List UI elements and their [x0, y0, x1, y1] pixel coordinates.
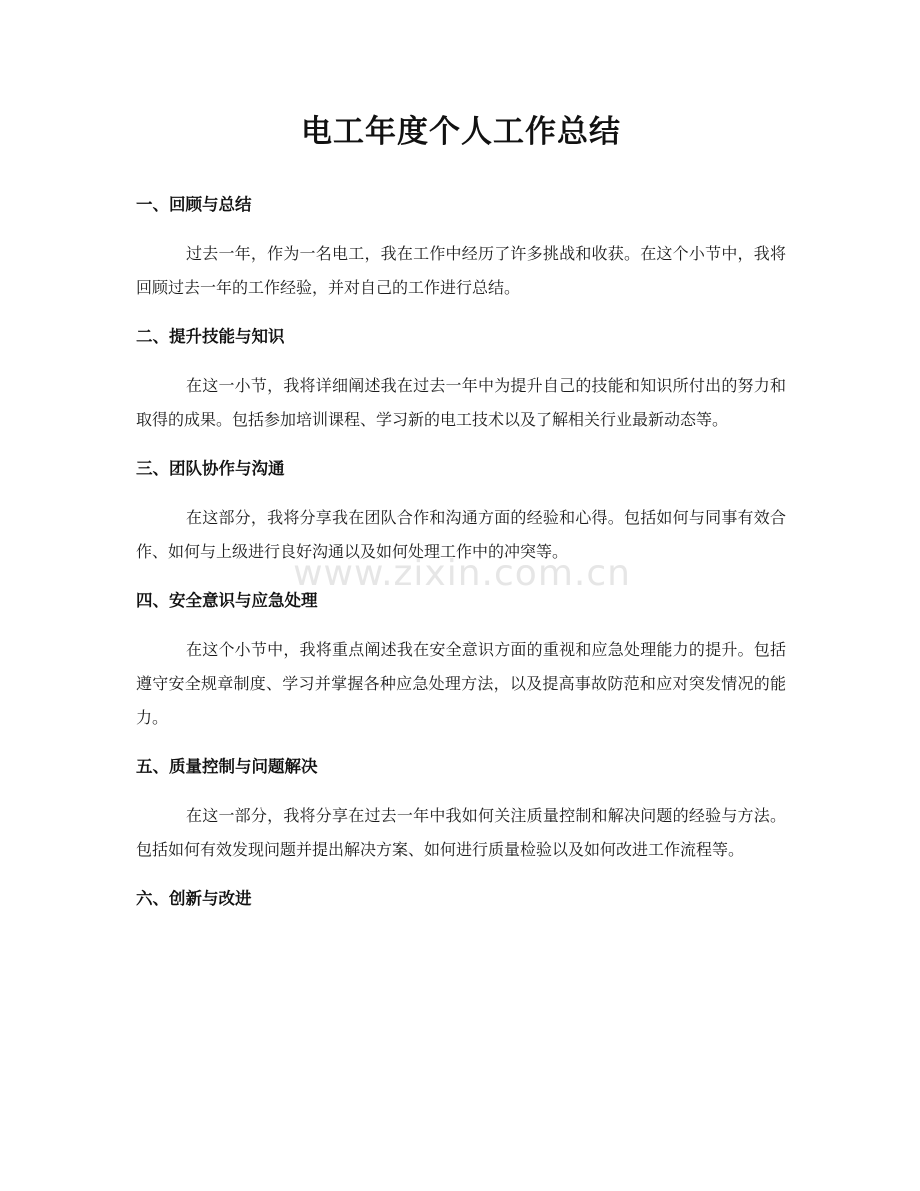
section-heading-1: 一、回顾与总结 — [136, 195, 252, 214]
section-body-5: 在这一部分，我将分享在过去一年中我如何关注质量控制和解决问题的经验与方法。包括如何有效发现问题并提出解决方案、如何进行质量检验以及如何改进工作流程等。 — [136, 806, 786, 859]
section-body-3: 在这部分，我将分享我在团队合作和沟通方面的经验和心得。包括如何与同事有效合作、如何与上级进行良好沟通以及如何处理工作中的冲突等。 — [136, 508, 786, 561]
watermark-text: www.zixin.com.cn — [293, 553, 631, 594]
section-heading-6: 六、创新与改进 — [136, 889, 252, 908]
section-heading-3: 三、团队协作与沟通 — [136, 459, 285, 478]
section-heading-5: 五、质量控制与问题解决 — [136, 757, 318, 776]
section-body-2: 在这一小节，我将详细阐述我在过去一年中为提升自己的技能和知识所付出的努力和取得的成果。包括参加培训课程、学习新的电工技术以及了解相关行业最新动态等。 — [136, 376, 786, 429]
section-heading-4: 四、安全意识与应急处理 — [136, 591, 318, 610]
section-body-4: 在这个小节中，我将重点阐述我在安全意识方面的重视和应急处理能力的提升。包括遵守安全规章制度、学习并掌握各种应急处理方法，以及提高事故防范和应对突发情况的能力。 — [136, 640, 786, 727]
page-title: 电工年度个人工作总结 — [301, 114, 621, 150]
section-heading-2: 二、提升技能与知识 — [136, 327, 285, 346]
section-body-1: 过去一年，作为一名电工，我在工作中经历了许多挑战和收获。在这个小节中，我将回顾过去一年的工作经验，并对自己的工作进行总结。 — [136, 244, 786, 297]
